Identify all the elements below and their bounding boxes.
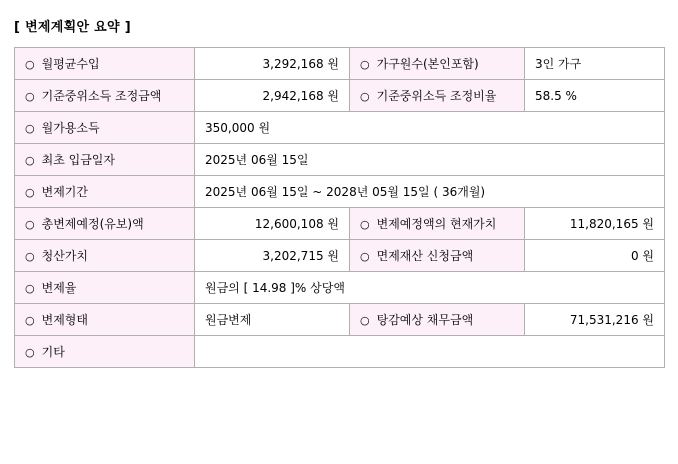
- table-row: [15, 240, 665, 272]
- row-label-text: 가구원수(본인포함): [376, 57, 479, 71]
- table-row: [15, 304, 665, 336]
- row-value-cell: 71,531,216 원: [525, 304, 665, 336]
- row-label-text: 변제율: [41, 281, 77, 295]
- circle-bullet-icon: ○: [360, 314, 370, 327]
- row-label-cell: [350, 304, 525, 336]
- row-label-text: 기준중위소득 조정비율: [376, 89, 497, 103]
- circle-bullet-icon: ○: [25, 154, 35, 167]
- row-label-cell: [15, 48, 195, 80]
- table-row: [15, 48, 665, 80]
- table-row: [15, 144, 665, 176]
- circle-bullet-icon: ○: [25, 186, 35, 199]
- row-label-cell: [15, 112, 195, 144]
- row-label-cell: [15, 80, 195, 112]
- row-label-text: 기타: [41, 345, 65, 359]
- row-label-text: 변제기간: [41, 185, 88, 199]
- row-label-text: 월평균수입: [41, 57, 100, 71]
- row-value-cell: 3,202,715 원: [195, 240, 350, 272]
- row-label-cell: [15, 176, 195, 208]
- circle-bullet-icon: ○: [360, 58, 370, 71]
- page-title: [ 변제계획안 요약 ]: [14, 20, 131, 35]
- table-row: [15, 80, 665, 112]
- row-label-cell: [15, 304, 195, 336]
- summary-table-body: [15, 48, 665, 368]
- row-value-cell: 2025년 06월 15일 ~ 2028년 05월 15일 ( 36개월): [195, 176, 665, 208]
- row-value-cell: 58.5 %: [525, 80, 665, 112]
- row-label-cell: [15, 336, 195, 368]
- row-value-cell: 11,820,165 원: [525, 208, 665, 240]
- circle-bullet-icon: ○: [25, 314, 35, 327]
- table-row: [15, 176, 665, 208]
- row-label-text: 변제형태: [41, 313, 88, 327]
- row-label-text: 최초 입금일자: [41, 153, 115, 167]
- circle-bullet-icon: ○: [25, 346, 35, 359]
- row-label-cell: [350, 208, 525, 240]
- row-label-cell: [350, 48, 525, 80]
- circle-bullet-icon: ○: [360, 218, 370, 231]
- repayment-plan-summary-table-wrapper: [14, 47, 664, 368]
- row-value-cell: 3인 가구: [525, 48, 665, 80]
- row-label-text: 기준중위소득 조정금액: [41, 89, 162, 103]
- table-row: [15, 208, 665, 240]
- row-label-text: 총변제예정(유보)액: [41, 217, 144, 231]
- repayment-plan-summary-table: [14, 47, 665, 368]
- circle-bullet-icon: ○: [360, 250, 370, 263]
- row-label-cell: [350, 240, 525, 272]
- row-value-cell: 원금의 [ 14.98 ]% 상당액: [195, 272, 665, 304]
- circle-bullet-icon: ○: [25, 90, 35, 103]
- circle-bullet-icon: ○: [25, 218, 35, 231]
- table-row: [15, 336, 665, 368]
- row-value-cell: 12,600,108 원: [195, 208, 350, 240]
- circle-bullet-icon: ○: [25, 122, 35, 135]
- row-value-cell: 3,292,168 원: [195, 48, 350, 80]
- row-label-text: 청산가치: [41, 249, 88, 263]
- circle-bullet-icon: ○: [25, 282, 35, 295]
- row-label-cell: [15, 240, 195, 272]
- circle-bullet-icon: ○: [360, 90, 370, 103]
- row-label-text: 면제재산 신청금액: [376, 249, 474, 263]
- circle-bullet-icon: ○: [25, 58, 35, 71]
- row-value-cell: 2,942,168 원: [195, 80, 350, 112]
- row-label-text: 월가용소득: [41, 121, 100, 135]
- row-label-text: 탕감예상 채무금액: [376, 313, 474, 327]
- row-value-cell: 2025년 06월 15일: [195, 144, 665, 176]
- row-value-cell: 0 원: [525, 240, 665, 272]
- table-row: [15, 112, 665, 144]
- row-label-cell: [15, 208, 195, 240]
- circle-bullet-icon: ○: [25, 250, 35, 263]
- row-value-cell: 350,000 원: [195, 112, 665, 144]
- table-row: [15, 272, 665, 304]
- row-value-cell: 원금변제: [195, 304, 350, 336]
- row-label-text: 변제예정액의 현재가치: [376, 217, 497, 231]
- row-label-cell: [15, 272, 195, 304]
- row-label-cell: [15, 144, 195, 176]
- row-value-cell: [195, 336, 665, 368]
- row-label-cell: [350, 80, 525, 112]
